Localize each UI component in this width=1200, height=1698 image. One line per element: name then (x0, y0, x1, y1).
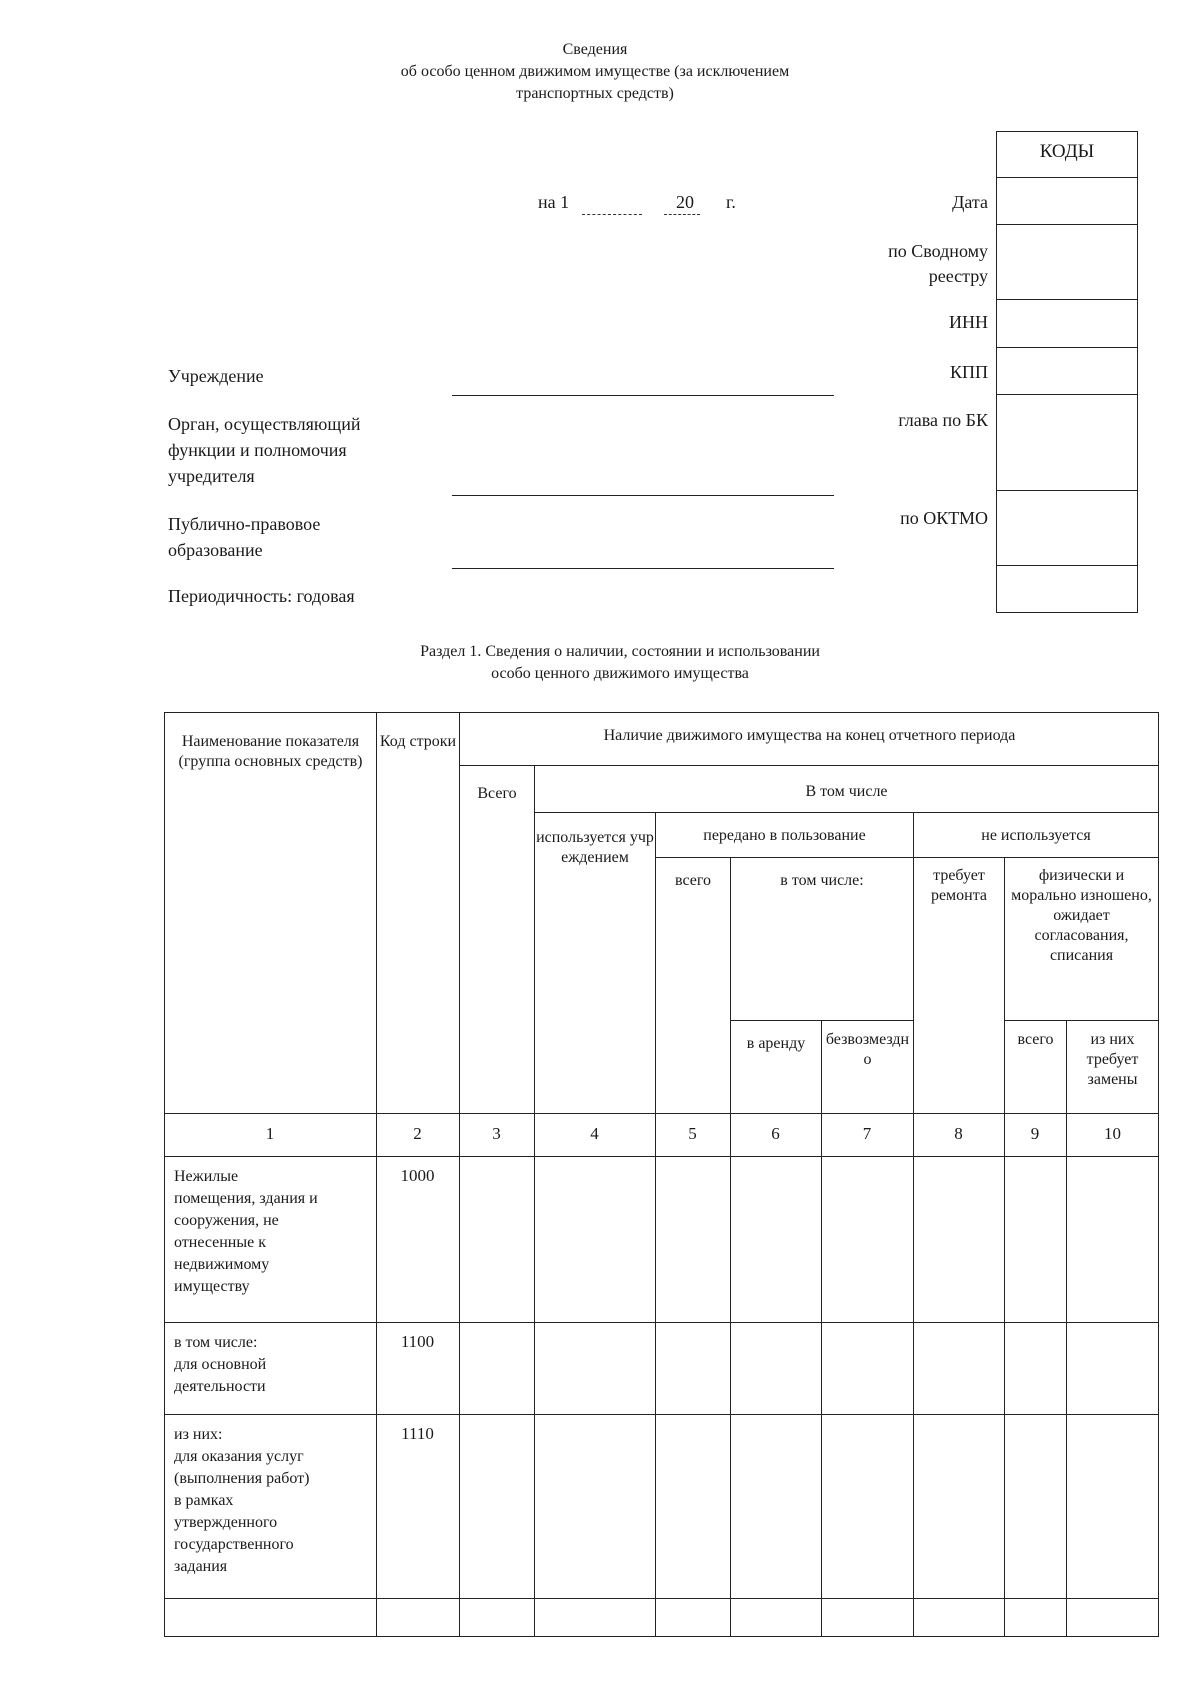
code-inn-cell[interactable] (996, 298, 1138, 346)
label-organ-3: учредителя (168, 466, 255, 486)
section-title-line-1: Раздел 1. Сведения о наличии, состоянии и использовании (420, 643, 820, 660)
col-header-total: Всего (477, 785, 517, 802)
col-header-including: В том числе (805, 783, 888, 800)
col-number: 2 (413, 1124, 422, 1143)
label-organ-2: функции и полномочия (168, 440, 347, 460)
col-header-code: Код строки (379, 733, 457, 750)
col-header-transferred: передано в пользование (703, 827, 866, 844)
label-institution: Учреждение (168, 366, 264, 386)
row-1000-code: 1000 (400, 1166, 435, 1185)
col-header-lease: в аренду (746, 1035, 806, 1052)
doc-title-line-1: Сведения (562, 41, 628, 58)
row-1110-name: из них: для оказания услуг (выполнения работ) в рамках утвержденного государственного задания (174, 1426, 310, 1575)
date-day-field[interactable] (582, 214, 642, 215)
label-public-1: Публично-правовое (168, 514, 321, 534)
col-number: 1 (265, 1124, 275, 1143)
label-kpp: КПП (949, 362, 988, 382)
col-header-used: используется учреждением (536, 829, 654, 866)
col-number: 8 (954, 1124, 963, 1143)
label-oktmo: по ОКТМО (900, 508, 988, 528)
date-prefix: на 1 (538, 192, 570, 212)
label-organ-1: Орган, осуществляющий (168, 414, 361, 434)
col-number: 10 (1104, 1124, 1121, 1143)
col-header-needs-replacement: из них требует замены (1086, 1031, 1139, 1088)
row-1100-code: 1100 (400, 1332, 435, 1351)
code-date-cell[interactable] (996, 178, 1138, 224)
date-suffix: г. (726, 192, 736, 212)
doc-title-line-2: об особо ценном движимом имуществе (за исключением (400, 63, 790, 80)
col-header-transferred-including: в том числе: (780, 872, 864, 889)
label-date: Дата (952, 192, 988, 212)
code-bk-cell[interactable] (996, 394, 1138, 489)
public-entity-field[interactable] (452, 568, 834, 569)
col-number: 9 (1030, 1124, 1040, 1143)
col-number: 3 (492, 1124, 501, 1143)
col-number: 7 (862, 1124, 872, 1143)
label-inn: ИНН (949, 312, 988, 332)
col-header-not-used: не используется (981, 827, 1091, 844)
row-1110-code: 1110 (401, 1424, 434, 1443)
date-year: 20 (676, 192, 694, 212)
section-title-line-2: особо ценного движимого имущества (491, 665, 749, 682)
label-registry-1: по Сводному (888, 241, 988, 261)
label-periodicity: Периодичность: годовая (168, 586, 355, 606)
organ-field[interactable] (452, 495, 834, 496)
code-oktmo-cell[interactable] (996, 489, 1138, 564)
col-header-needs-repair: требует ремонта (930, 867, 988, 904)
label-bk: глава по БК (898, 410, 988, 430)
col-header-name: Наименование показателя (группа основных средств) (178, 733, 363, 770)
label-registry-2: реестру (928, 266, 988, 286)
doc-title-line-3: транспортных средств) (516, 85, 674, 102)
row-1100-name: в том числе: для основной деятельности (174, 1334, 267, 1395)
row-1000-name: Нежилые помещения, здания и сооружения, не отнесенные к недвижимому имуществу (174, 1168, 318, 1295)
label-public-2: образование (168, 540, 263, 560)
col-header-free-use: безвозмездно (825, 1031, 910, 1068)
col-number: 4 (590, 1124, 599, 1143)
col-header-transferred-total: всего (674, 872, 712, 889)
institution-field[interactable] (452, 395, 834, 396)
code-registry-cell[interactable] (996, 224, 1138, 298)
date-year-field[interactable] (664, 214, 700, 215)
codes-header: КОДЫ (1039, 141, 1095, 162)
col-header-worn-total: всего (1017, 1031, 1054, 1048)
col-header-worn-out: физически и морально изношено, ожидает согласования, списания (1011, 867, 1152, 964)
code-kpp-cell[interactable] (996, 346, 1138, 394)
col-header-availability: Наличие движимого имущества на конец отчетного периода (603, 727, 1016, 744)
col-number: 6 (771, 1124, 780, 1143)
col-number: 5 (688, 1124, 697, 1143)
